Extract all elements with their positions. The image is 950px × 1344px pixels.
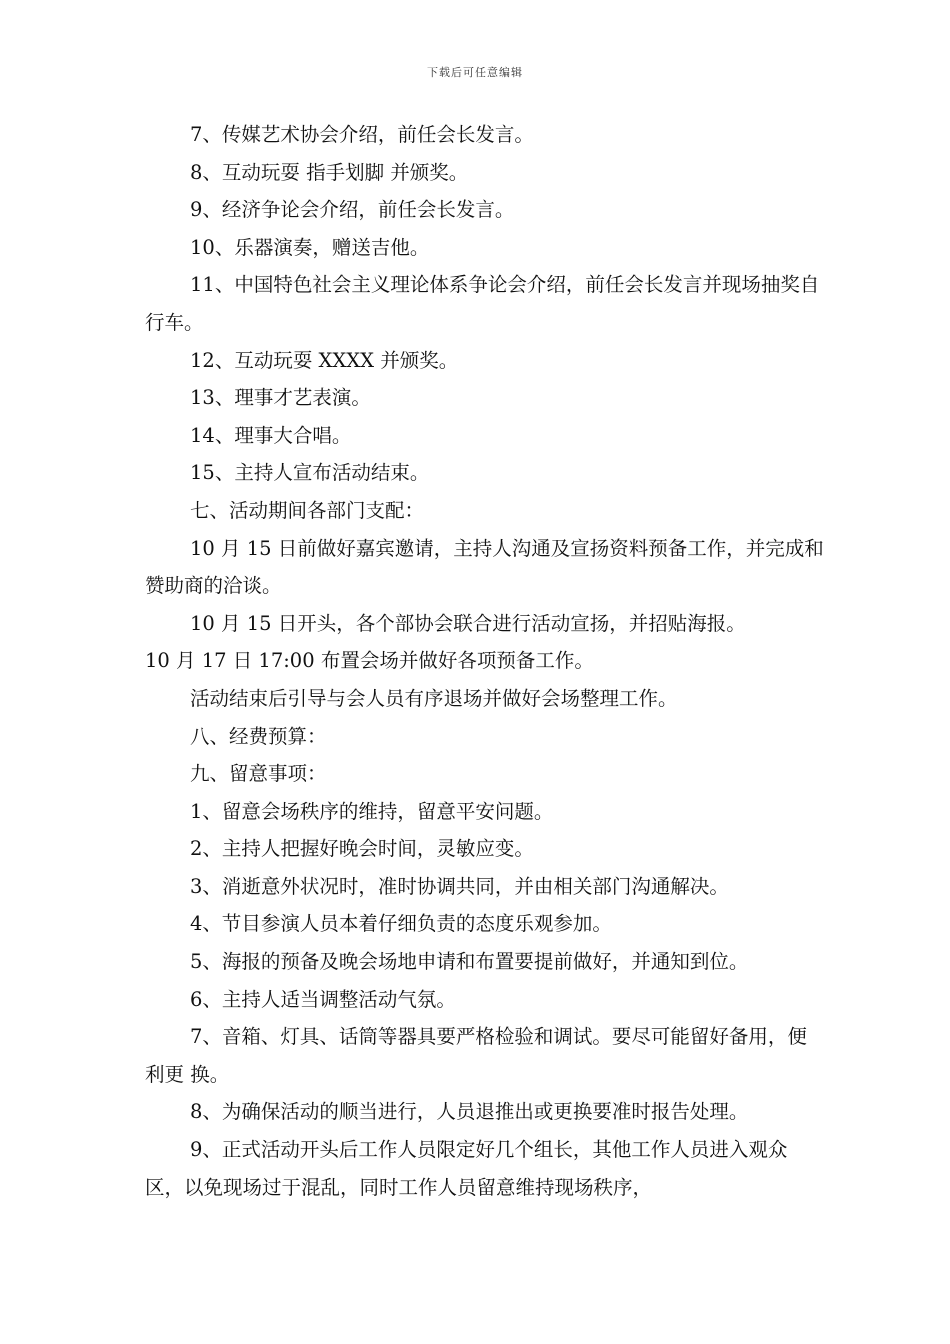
paragraph: 10 月 15 日开头，各个部协会联合进行活动宣扬，并招贴海报。 xyxy=(190,611,746,635)
document-body xyxy=(145,116,825,1206)
paragraph: 3、消逝意外状况时，准时协调共同，并由相关部门沟通解决。 xyxy=(190,874,729,898)
paragraph: 10、乐器演奏，赠送吉他。 xyxy=(190,235,430,259)
section-heading: 九、留意事项： xyxy=(190,762,327,786)
paragraph: 12、互动玩耍 XXXX 并颁奖。 xyxy=(190,348,459,372)
paragraph: 4、节目参演人员本着仔细负责的态度乐观参加。 xyxy=(190,912,612,936)
paragraph: 8、互动玩耍 指手划脚 并颁奖。 xyxy=(190,160,469,184)
paragraph: 10 月 17 日 17:00 布置会场并做好各项预备工作。 xyxy=(145,649,594,673)
paragraph: 13、理事才艺表演。 xyxy=(190,386,371,410)
section-heading: 八、经费预算： xyxy=(190,724,327,748)
section-heading: 七、活动期间各部门支配： xyxy=(190,498,425,522)
paragraph: 2、主持人把握好晚会时间，灵敏应变。 xyxy=(190,837,534,861)
paragraph: 11、中国特色社会主义理论体系争论会介绍，前任会长发言并现场抽奖自 行车。 xyxy=(145,273,820,334)
paragraph: 10 月 15 日前做好嘉宾邀请，主持人沟通及宣扬资料预备工作，并完成和赞助商的洽谈。 xyxy=(145,536,824,598)
paragraph: 15、主持人宣布活动结束。 xyxy=(190,461,430,485)
paragraph: 7、音箱、灯具、话筒等器具要严格检验和调试。要尽可能留好备用，便利更 换。 xyxy=(145,1025,807,1086)
paragraph: 5、海报的预备及晚会场地申请和布置要提前做好，并通知到位。 xyxy=(190,950,749,974)
paragraph: 8、为确保活动的顺当进行，人员退推出或更换要准时报告处理。 xyxy=(190,1100,749,1124)
paragraph: 7、传媒艺术协会介绍，前任会长发言。 xyxy=(190,123,534,146)
paragraph: 6、主持人适当调整活动气氛。 xyxy=(190,987,456,1011)
paragraph: 9、经济争论会介绍，前任会长发言。 xyxy=(190,198,515,222)
paragraph: 9、正式活动开头后工作人员限定好几个组长，其他工作人员进入观众区，以免现场过于混乱，同时工作人员留意维持现场秩序， xyxy=(145,1138,788,1199)
paragraph: 1、留意会场秩序的维持，留意平安问题。 xyxy=(190,799,554,823)
page-header-note: 下载后可任意编辑 xyxy=(427,66,523,79)
paragraph: 14、理事大合唱。 xyxy=(190,423,352,447)
paragraph: 活动结束后引导与会人员有序退场并做好会场整理工作。 xyxy=(190,686,678,710)
